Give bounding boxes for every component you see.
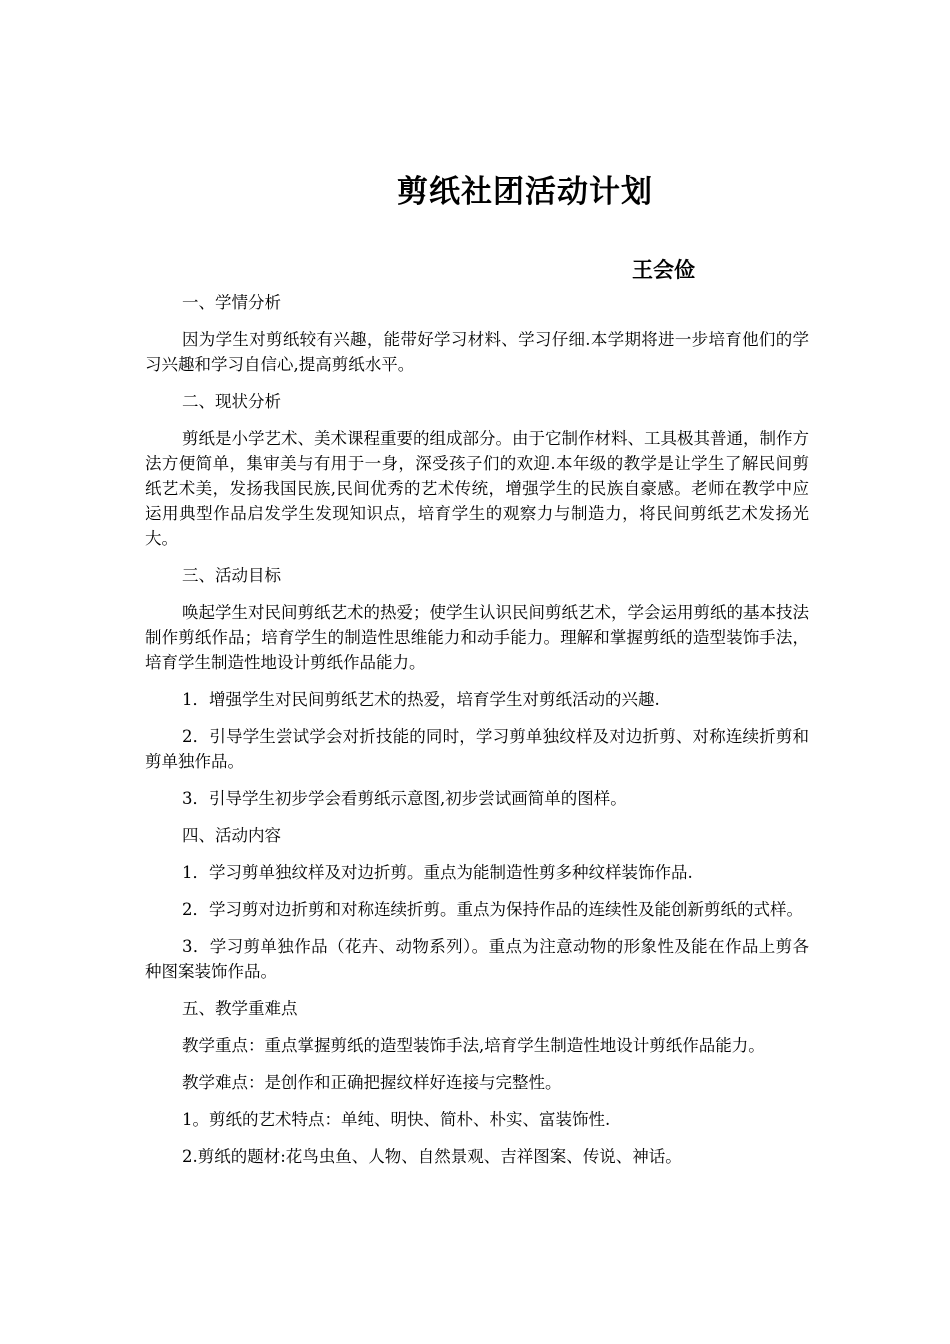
section-heading: 一、学情分析 [182, 293, 281, 312]
section-heading: 四、活动内容 [182, 826, 281, 845]
section-heading: 二、现状分析 [182, 392, 281, 411]
body-paragraph: 因为学生对剪纸较有兴趣，能带好学习材料、学习仔细.本学期将进一步培育他们的学习兴趣和学习自信心,提高剪纸水平。 [145, 330, 809, 374]
list-item: 2.剪纸的题材:花鸟虫鱼、人物、自然景观、吉祥图案、传说、神话。 [182, 1147, 682, 1166]
document-author: 王会俭 [632, 258, 695, 282]
body-paragraph: 唤起学生对民间剪纸艺术的热爱；使学生认识民间剪纸艺术，学会运用剪纸的基本技法制作剪纸作品；培育学生的制造性思维能力和动手能力。理解和掌握剪纸的造型装饰手法，培育学生制造性地设计剪纸作品能力。 [145, 603, 809, 672]
list-item: 2．学习剪对边折剪和对称连续折剪。重点为保持作品的连续性及能创新剪纸的式样。 [182, 900, 803, 919]
list-item: 3．引导学生初步学会看剪纸示意图,初步尝试画简单的图样。 [182, 789, 627, 808]
body-paragraph: 剪纸是小学艺术、美术课程重要的组成部分。由于它制作材料、工具极其普通，制作方法方便简单，集审美与有用于一身，深受孩子们的欢迎.本年级的教学是让学生了解民间剪纸艺术美，发扬我国民族,民间优秀的艺术传统，增强学生的民族自豪感。老师在教学中应运用典型作品启发学生发现知识点，培育学生的观察力与制造力，将民间剪纸艺术发扬光大。 [145, 429, 809, 548]
document-body [145, 290, 809, 1181]
list-item: 1．增强学生对民间剪纸艺术的热爱，培育学生对剪纸活动的兴趣. [182, 690, 660, 709]
list-item: 3．学习剪单独作品（花卉、动物系列）。重点为注意动物的形象性及能在作品上剪各种图案装饰作品。 [145, 937, 809, 981]
list-item: 1。剪纸的艺术特点：单纯、明快、简朴、朴实、富装饰性. [182, 1110, 611, 1129]
body-paragraph: 教学重点：重点掌握剪纸的造型装饰手法,培育学生制造性地设计剪纸作品能力。 [182, 1036, 765, 1055]
section-heading: 五、教学重难点 [182, 999, 298, 1018]
body-paragraph: 教学难点：是创作和正确把握纹样好连接与完整性。 [182, 1073, 562, 1092]
list-item: 1．学习剪单独纹样及对边折剪。重点为能制造性剪多种纹样装饰作品. [182, 863, 693, 882]
document-title: 剪纸社团活动计划 [397, 174, 653, 210]
list-item: 2．引导学生尝试学会对折技能的同时，学习剪单独纹样及对边折剪、对称连续折剪和剪单独作品。 [145, 727, 809, 771]
section-heading: 三、活动目标 [182, 566, 281, 585]
